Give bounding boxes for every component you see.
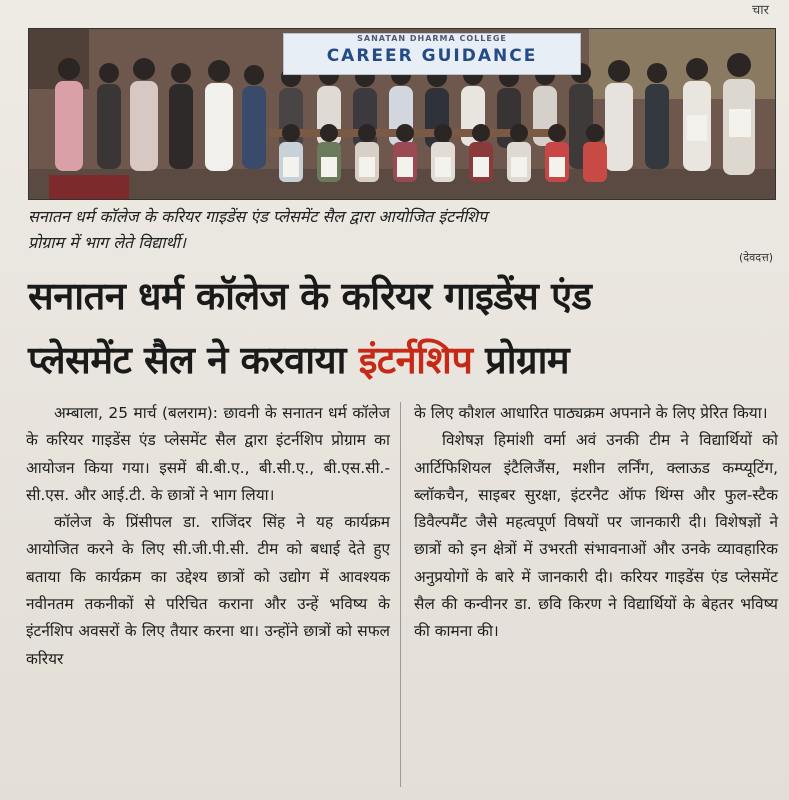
photo-credit: (देवदत्त) bbox=[739, 251, 773, 264]
career-guidance-banner bbox=[283, 33, 581, 75]
column-divider bbox=[400, 402, 401, 787]
top-fragment-text: चार bbox=[752, 3, 769, 18]
banner-college-name: SANATAN DHARMA COLLEGE bbox=[357, 34, 507, 43]
headline-line-2-part-1: प्लेसमेंट सैल ने करवाया bbox=[28, 338, 359, 382]
headline-line-1: सनातन धर्म कॉलेज के करियर गाइडेंस एंड bbox=[28, 274, 592, 318]
headline-highlight: इंटर्नशिप bbox=[358, 338, 473, 382]
headline-line-2-part-2: प्रोग्राम bbox=[472, 338, 570, 382]
caption-line-2: प्रोग्राम में भाग लेते विद्यार्थी। bbox=[28, 233, 186, 252]
photo-caption bbox=[28, 204, 774, 256]
caption-line-1: सनातन धर्म कॉलेज के करियर गाइडेंस एंड प्लेसमेंट सैल द्वारा आयोजित इंटर्नशिप bbox=[28, 207, 488, 226]
article-paragraph: कॉलेज के प्रिंसीपल डा. राजिंदर सिंह ने यह कार्यक्रम आयोजित करने के लिए सी.जी.पी.सी. टीम को बधाई देते हुए बताया कि कार्यक्रम का उद्देश्य छात्रों को उद्योग में आवश्यक नवीनतम तकनीकों से परिचित कराना और उन्हें भविष्य के इंटर्नशिप अवसरों के लिए तैयार करना था। उन्होंने छात्रों को सफल करियर bbox=[26, 513, 390, 668]
article-paragraph: विशेषज्ञ हिमांशी वर्मा अवं उनकी टीम ने विद्यार्थियों को आर्टिफिशियल इंटैलिजैंस, मशीन लर्निंग, क्लाऊड कम्प्यूटिंग, ब्लॉकचैन, साइबर सुरक्षा, इंटरनैट ऑफ थिंग्स और फुल-स्टैक डिवैल्पमैंट जैसे महत्वपूर्ण विषयों पर जानकारी दी। विशेषज्ञों ने छात्रों को इन क्षेत्रों में उभरती संभावनाओं और उनके व्यावहारिक अनुप्रयोगों के बारे में जानकारी दी। करियर गाइडेंस एंड प्लेसमेंट सैल की कन्वीनर डा. छवि किरण ने विद्यार्थियों के बेहतर भविष्य की कामना की। bbox=[414, 431, 778, 641]
article-column-right bbox=[414, 400, 778, 646]
group-photo bbox=[28, 28, 776, 200]
banner-title: CAREER GUIDANCE bbox=[326, 46, 538, 66]
article-paragraph: अम्बाला, 25 मार्च (बलराम): छावनी के सनातन धर्म कॉलेज के करियर गाइडेंस एंड प्लेसमेंट सैल द्वारा इंटर्नशिप प्रोग्राम का आयोजन किया गया। इसमें बी.बी.ए., बी.सी.ए., बी.एस.सी.-सी.एस. और आई.टी. के छात्रों ने भाग लिया। bbox=[26, 404, 390, 504]
headline-line-2 bbox=[28, 336, 774, 384]
article-column-left bbox=[26, 400, 390, 673]
article-paragraph: के लिए कौशल आधारित पाठ्यक्रम अपनाने के लिए प्रेरित किया। bbox=[414, 404, 768, 422]
